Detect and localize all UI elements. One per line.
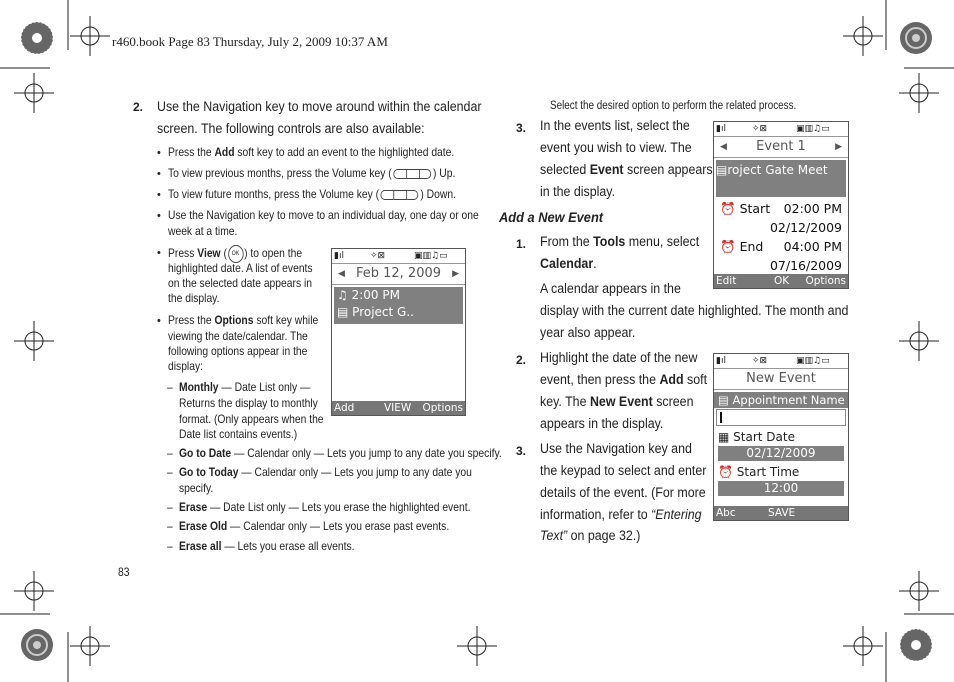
page-number: 83 (118, 565, 130, 579)
new-event-screen (713, 353, 849, 521)
appointment-name-input[interactable] (716, 409, 846, 426)
section-heading: Add a New Event (499, 210, 604, 225)
status-bar (714, 354, 848, 369)
option-erase-all: Erase all — Lets you erase all events. (179, 539, 355, 553)
bullet-dot: • (157, 168, 161, 180)
softkey-add[interactable]: Add (334, 402, 355, 414)
end-row: ⏰ End (720, 239, 764, 254)
calendar-screen (331, 248, 466, 416)
bullet-options-line: following options appear in the (168, 344, 308, 358)
option-erase: Erase — Date List only — Lets you erase the highlighted event. (179, 500, 471, 514)
step-text-line: display with the current date highlighted. The month and (540, 303, 849, 318)
memo-icon: ▤ (718, 393, 729, 407)
status-bar (332, 249, 465, 264)
alert-icon: ✧⊠ (370, 251, 386, 261)
memo-icon: ▤ (716, 163, 728, 177)
soft-key-bar (332, 401, 465, 415)
dash: – (167, 380, 173, 394)
alert-icon: ✧⊠ (752, 356, 768, 366)
bullet-view-line: highlighted date. A list of events (168, 261, 313, 275)
event-screen (713, 121, 849, 289)
alert-icon: ✧⊠ (752, 124, 768, 134)
target-mark-bottom-left (70, 626, 110, 666)
bullet-next-month: To view future months, press the Volume key ( ) Down. (168, 187, 456, 201)
status-bar (714, 122, 848, 137)
end-time: 04:00 PM (783, 239, 842, 254)
volume-key-icon (393, 169, 431, 179)
battery-icon: ▣▥♫▭ (414, 251, 448, 261)
option-go-to-today-line: specify. (179, 481, 214, 495)
option-go-to-date: Go to Date — Calendar only — Lets you jump to any date you specify. (179, 446, 502, 460)
step-text-line: A calendar appears in the (540, 281, 681, 296)
softkey-abc[interactable]: Abc (716, 507, 736, 519)
target-mark-top-right (843, 16, 883, 56)
option-go-to-today: Go to Today — Calendar only — Lets you jump to any date you (179, 465, 472, 479)
target-mark-bottom-right (843, 626, 883, 666)
dash: – (167, 465, 173, 479)
step-text-line: Text” on page 32.) (540, 528, 641, 543)
bullet-navigate-line: Use the Navigation key to move to an individual day, one day or one (168, 208, 479, 222)
step-text-line: details of the event. (For more (540, 485, 706, 500)
start-date-field[interactable]: 02/12/2009 (718, 446, 844, 461)
event-item-highlighted[interactable] (334, 287, 463, 324)
step-number: 3. (516, 444, 527, 458)
event-time: 2:00 PM (351, 288, 400, 302)
target-mark-right-mid (899, 321, 939, 361)
bullet-navigate-line: week at a time. (168, 224, 238, 238)
sunburst-mark-bottom-left (21, 629, 53, 661)
target-mark-left-mid (14, 321, 54, 361)
step-text-line: selected Event screen appears (540, 162, 713, 177)
step-text-line: year also appear. (540, 325, 636, 340)
dash: – (167, 446, 173, 460)
soft-key-bar (714, 506, 848, 520)
soft-key-bar (714, 274, 848, 288)
alarm-icon: ⏰ (718, 465, 733, 479)
dash: – (167, 539, 173, 553)
start-time-label: ⏰ Start Time (718, 465, 800, 479)
page-header: r460.book Page 83 Thursday, July 2, 2009 10:37 AM (112, 34, 388, 49)
alarm-icon: ⏰ (720, 201, 736, 216)
battery-icon: ▣▥♫▭ (796, 356, 830, 366)
battery-icon: ▣▥♫▭ (796, 124, 830, 134)
right-arrow-icon[interactable]: ▶ (452, 269, 459, 279)
softkey-save[interactable]: SAVE (768, 507, 796, 519)
step-text-line: the keypad to select and enter (540, 463, 707, 478)
start-time: 02:00 PM (783, 201, 842, 216)
event-name: Project G.. (352, 305, 414, 319)
calendar-icon: ▦ (718, 430, 730, 444)
option-monthly-line: format. (Only appears when the (179, 412, 324, 426)
softkey-options[interactable]: Options (805, 275, 846, 287)
bullet-dot: • (157, 210, 161, 222)
bullet-dot: • (157, 147, 161, 159)
option-monthly-line: Date list contains events.) (179, 427, 298, 441)
bullet-prev-month: To view previous months, press the Volume key ( ) Up. (168, 166, 456, 180)
target-mark-left-upper (14, 73, 54, 113)
dash: – (167, 519, 173, 533)
screenshot-caption: Select the desired option to perform the related process. (550, 100, 797, 112)
softkey-ok[interactable]: OK (774, 275, 790, 287)
volume-key-icon (381, 190, 419, 200)
step-text-line: key. The New Event screen (540, 394, 694, 409)
bullet-dot: • (157, 315, 161, 327)
start-date: 02/12/2009 (769, 220, 842, 235)
step-number: 1. (516, 237, 527, 251)
bullet-view: Press View ( OK ) to open the (168, 245, 302, 263)
step-text-line: Highlight the date of the new (540, 350, 698, 365)
signal-icon: ▮ıl (716, 124, 726, 134)
bullet-view-line: on the selected date appears in (168, 276, 313, 290)
softkey-options[interactable]: Options (422, 402, 463, 414)
step-text-line: event, then press the Add soft (540, 372, 708, 387)
step-text-line: event you wish to view. The (540, 140, 692, 155)
bullet-dot: • (157, 189, 161, 201)
sunburst-mark-bottom-right (900, 629, 932, 661)
signal-icon: ▮ıl (716, 356, 726, 366)
memo-icon: ▤ (337, 305, 349, 319)
bullet-options-line: viewing the date/calendar. The (168, 329, 308, 343)
event-title-bar[interactable] (714, 137, 848, 158)
softkey-edit[interactable]: Edit (716, 275, 737, 287)
calendar-date-bar[interactable] (332, 264, 465, 285)
event-name-box (716, 160, 846, 197)
bullet-options-line: display: (168, 359, 203, 373)
step-text-line: screen. The following controls are also available: (157, 121, 425, 136)
option-monthly-line: Returns the display to monthly (179, 396, 318, 410)
step-text-line: appears in the display. (540, 416, 664, 431)
event-title: Event 1 (756, 139, 806, 154)
calendar-date: Feb 12, 2009 (355, 266, 442, 281)
sunburst-mark-top-left (21, 22, 53, 54)
left-arrow-icon[interactable]: ◀ (338, 269, 345, 279)
start-row: ⏰ Start (720, 201, 771, 216)
end-date: 07/16/2009 (769, 258, 842, 273)
start-time-field[interactable]: 12:00 (718, 481, 844, 496)
step-number: 3. (516, 121, 527, 135)
alarm-icon: ⏰ (720, 239, 736, 254)
ok-key-icon: OK (228, 245, 243, 263)
step-text-line: Calendar. (540, 256, 597, 271)
target-mark-right-lower (899, 571, 939, 611)
target-mark-right-upper (899, 73, 939, 113)
signal-icon: ▮ıl (334, 251, 344, 261)
appointment-name-label: ▤ Appointment Name (714, 392, 848, 408)
bullet-add: Press the Add soft key to add an event to the highlighted date. (168, 145, 455, 159)
left-arrow-icon[interactable]: ◀ (720, 142, 727, 152)
step-text-line: Use the Navigation key and (540, 441, 692, 456)
right-arrow-icon[interactable]: ▶ (835, 142, 842, 152)
step-number: 2. (133, 100, 144, 114)
event-details (714, 197, 848, 277)
bullet-options: Press the Options soft key while (168, 313, 319, 327)
step-text-line: in the display. (540, 184, 616, 199)
target-mark-bottom-mid (457, 626, 497, 666)
event-name: roject Gate Meet (727, 163, 828, 177)
step-text-line: In the events list, select the (540, 118, 690, 133)
step-text-line: Use the Navigation key to move around within the calendar (157, 99, 482, 114)
option-erase-old: Erase Old — Calendar only — Lets you erase past events. (179, 519, 450, 533)
dash: – (167, 500, 173, 514)
text-cursor (720, 412, 722, 423)
new-event-title: New Event (714, 369, 848, 390)
option-monthly: Monthly — Date List only — (179, 380, 311, 394)
step-text-line: information, refer to “Entering (540, 507, 702, 522)
start-date-label: ▦ Start Date (718, 430, 795, 444)
softkey-view[interactable]: VIEW (384, 402, 412, 414)
target-mark-top-left (70, 16, 110, 56)
bullet-view-line: the display. (168, 291, 220, 305)
bullet-dot: • (157, 247, 161, 259)
step-number: 2. (516, 353, 527, 367)
target-mark-left-lower (14, 571, 54, 611)
music-note-icon: ♫ (337, 288, 348, 302)
step-text-line: From the Tools menu, select (540, 234, 700, 249)
sunburst-mark-top-right (900, 22, 932, 54)
